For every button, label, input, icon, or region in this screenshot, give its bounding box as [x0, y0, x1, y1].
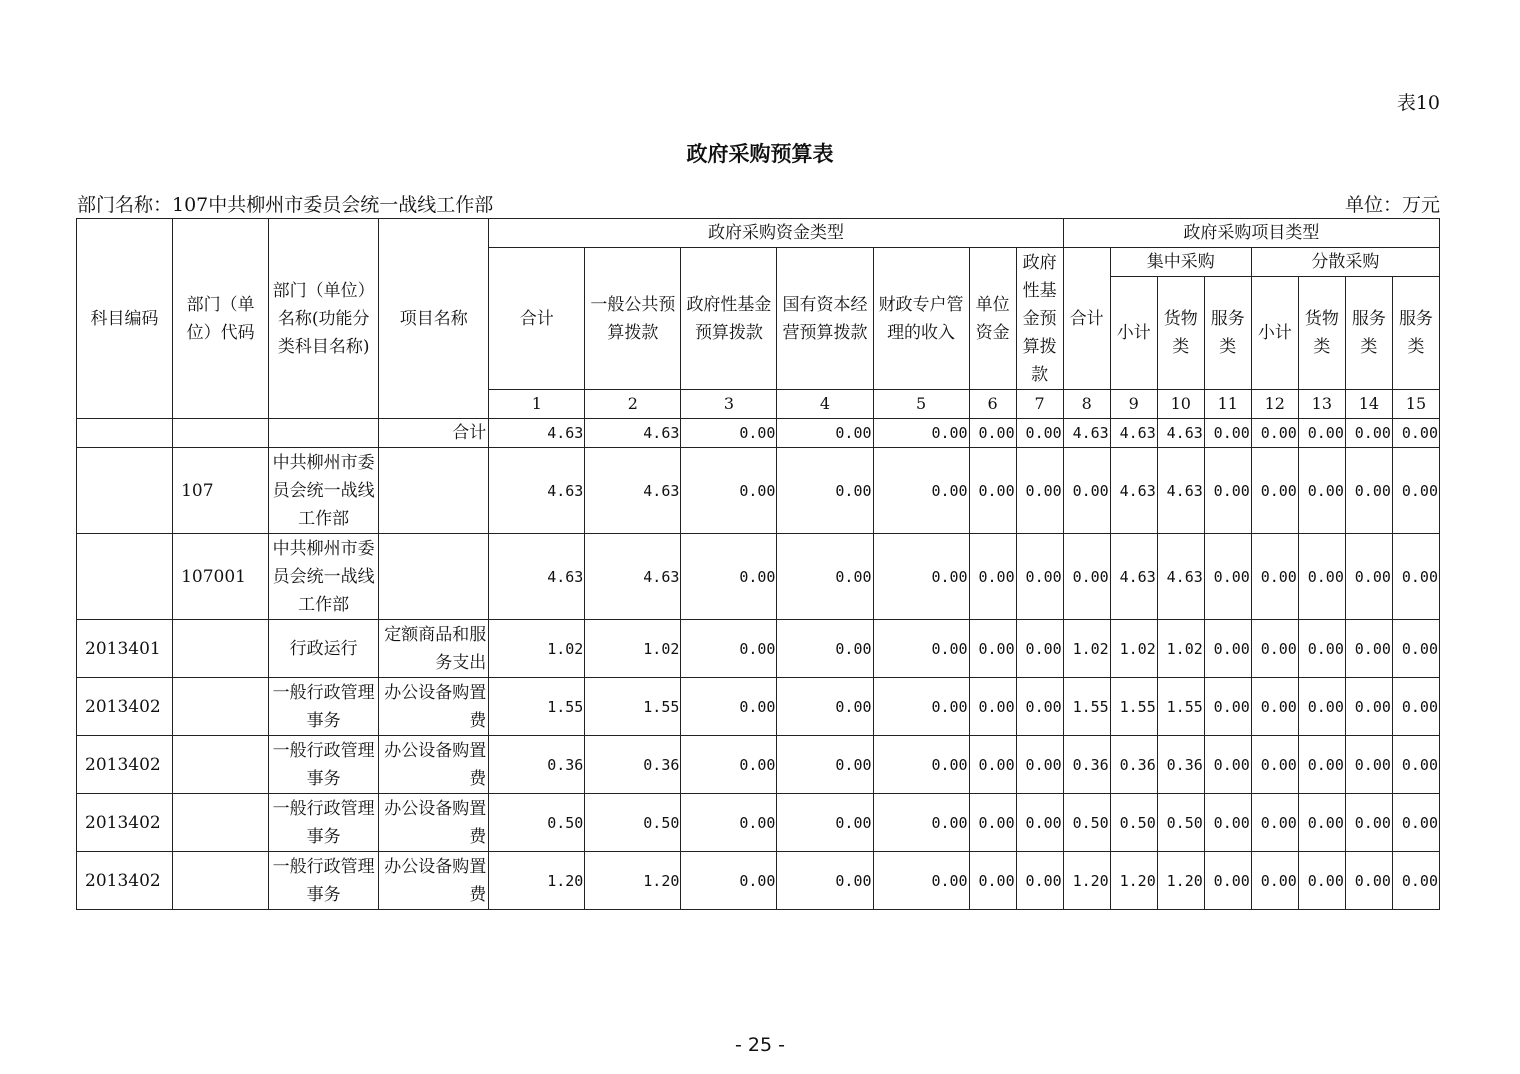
value-cell: 0.00 — [777, 736, 873, 794]
column-index: 15 — [1392, 390, 1439, 419]
column-index: 7 — [1016, 390, 1063, 419]
value-cell: 1.20 — [1157, 852, 1204, 910]
value-cell: 1.20 — [1063, 852, 1110, 910]
dept-name-cell: 中共柳州市委员会统一战线工作部 — [269, 534, 379, 620]
dept-code-cell — [173, 620, 269, 678]
subject-code-cell: 2013402 — [77, 794, 173, 852]
header-unit-fund: 单位资金 — [969, 248, 1016, 390]
value-cell: 0.00 — [681, 534, 777, 620]
value-cell: 0.00 — [681, 419, 777, 448]
header-fund-total: 合计 — [489, 248, 585, 390]
value-cell: 0.00 — [1016, 534, 1063, 620]
column-index: 11 — [1204, 390, 1251, 419]
value-cell: 0.00 — [777, 620, 873, 678]
dept-name-cell: 行政运行 — [269, 620, 379, 678]
value-cell: 0.00 — [969, 794, 1016, 852]
header-project-total: 合计 — [1063, 248, 1110, 390]
table-row — [77, 852, 1440, 910]
value-cell: 0.00 — [873, 534, 969, 620]
value-cell: 0.00 — [969, 419, 1016, 448]
subject-code-cell — [77, 534, 173, 620]
value-cell: 4.63 — [1157, 534, 1204, 620]
value-cell: 0.00 — [969, 620, 1016, 678]
table-row — [77, 678, 1440, 736]
value-cell: 1.02 — [1110, 620, 1157, 678]
value-cell: 0.00 — [1204, 534, 1251, 620]
value-cell: 0.00 — [681, 736, 777, 794]
header-dept-code: 部门（单位）代码 — [173, 219, 269, 419]
value-cell: 0.00 — [873, 794, 969, 852]
header-dispersed-services-2: 服务类 — [1392, 277, 1439, 390]
value-cell: 0.00 — [1251, 620, 1298, 678]
value-cell: 0.36 — [1063, 736, 1110, 794]
table-body — [77, 419, 1440, 910]
value-cell: 0.00 — [1392, 620, 1439, 678]
project-name-cell: 合计 — [379, 419, 489, 448]
page-title: 政府采购预算表 — [686, 141, 834, 166]
value-cell: 0.00 — [1204, 620, 1251, 678]
dept-code-cell — [173, 736, 269, 794]
value-cell: 0.00 — [873, 419, 969, 448]
value-cell: 0.00 — [1345, 678, 1392, 736]
value-cell: 0.00 — [777, 448, 873, 534]
header-subject-code: 科目编码 — [77, 219, 173, 419]
project-name-cell: 办公设备购置费 — [379, 852, 489, 910]
header-general-budget: 一般公共预算拨款 — [585, 248, 681, 390]
value-cell: 0.00 — [1063, 534, 1110, 620]
header-dispersed-subtotal: 小计 — [1251, 277, 1298, 390]
value-cell: 0.50 — [1063, 794, 1110, 852]
dept-code-cell — [173, 794, 269, 852]
table-row — [77, 534, 1440, 620]
column-index: 1 — [489, 390, 585, 419]
subject-code-cell: 2013402 — [77, 678, 173, 736]
value-cell: 0.00 — [777, 419, 873, 448]
value-cell: 0.00 — [1298, 852, 1345, 910]
value-cell: 0.00 — [1392, 419, 1439, 448]
dept-code-cell: 107001 — [173, 534, 269, 620]
header-state-capital: 国有资本经营预算拨款 — [777, 248, 873, 390]
project-name-cell — [379, 534, 489, 620]
value-cell: 0.00 — [873, 852, 969, 910]
value-cell: 0.00 — [681, 620, 777, 678]
value-cell: 1.02 — [1063, 620, 1110, 678]
value-cell: 1.55 — [1110, 678, 1157, 736]
value-cell: 0.00 — [873, 620, 969, 678]
value-cell: 0.50 — [1157, 794, 1204, 852]
value-cell: 0.00 — [1251, 448, 1298, 534]
subject-code-cell: 2013402 — [77, 852, 173, 910]
value-cell: 0.00 — [1392, 534, 1439, 620]
value-cell: 0.00 — [681, 852, 777, 910]
value-cell: 1.02 — [1157, 620, 1204, 678]
value-cell: 0.00 — [1298, 448, 1345, 534]
value-cell: 0.00 — [681, 678, 777, 736]
value-cell: 4.63 — [1157, 448, 1204, 534]
value-cell: 0.00 — [1016, 419, 1063, 448]
column-index: 5 — [873, 390, 969, 419]
value-cell: 0.00 — [1392, 678, 1439, 736]
column-index: 14 — [1345, 390, 1392, 419]
value-cell: 0.00 — [969, 678, 1016, 736]
dept-name-cell: 一般行政管理事务 — [269, 736, 379, 794]
header-centralized-goods: 货物类 — [1157, 277, 1204, 390]
value-cell: 0.00 — [1016, 678, 1063, 736]
value-cell: 1.02 — [585, 620, 681, 678]
value-cell: 0.00 — [1345, 419, 1392, 448]
column-index: 10 — [1157, 390, 1204, 419]
header-centralized-subtotal: 小计 — [1110, 277, 1157, 390]
value-cell: 0.36 — [1157, 736, 1204, 794]
project-name-cell: 定额商品和服务支出 — [379, 620, 489, 678]
subject-code-cell: 2013402 — [77, 736, 173, 794]
project-name-cell: 办公设备购置费 — [379, 794, 489, 852]
project-name-cell: 办公设备购置费 — [379, 736, 489, 794]
value-cell: 0.50 — [585, 794, 681, 852]
value-cell: 0.00 — [1392, 794, 1439, 852]
value-cell: 0.00 — [1016, 448, 1063, 534]
value-cell: 0.00 — [777, 534, 873, 620]
table-number: 表10 — [1396, 92, 1440, 114]
project-name-cell — [379, 448, 489, 534]
header-project-type-group: 政府采购项目类型 — [1063, 219, 1439, 248]
value-cell: 0.50 — [489, 794, 585, 852]
dept-code-cell — [173, 678, 269, 736]
value-cell: 1.20 — [1110, 852, 1157, 910]
table-row — [77, 794, 1440, 852]
value-cell: 0.00 — [1345, 852, 1392, 910]
value-cell: 0.00 — [969, 736, 1016, 794]
column-index: 6 — [969, 390, 1016, 419]
value-cell: 0.00 — [1251, 736, 1298, 794]
value-cell: 0.00 — [1204, 678, 1251, 736]
value-cell: 0.00 — [1251, 419, 1298, 448]
value-cell: 0.00 — [1016, 736, 1063, 794]
value-cell: 0.00 — [1298, 678, 1345, 736]
value-cell: 0.36 — [1110, 736, 1157, 794]
subject-code-cell: 2013401 — [77, 620, 173, 678]
value-cell: 0.36 — [489, 736, 585, 794]
value-cell: 1.55 — [1063, 678, 1110, 736]
dept-name-cell: 一般行政管理事务 — [269, 794, 379, 852]
value-cell: 0.00 — [777, 678, 873, 736]
value-cell: 4.63 — [1110, 534, 1157, 620]
value-cell: 0.00 — [1392, 448, 1439, 534]
value-cell: 1.20 — [489, 852, 585, 910]
value-cell: 0.00 — [1251, 852, 1298, 910]
value-cell: 0.00 — [1016, 794, 1063, 852]
value-cell: 0.00 — [1392, 736, 1439, 794]
value-cell: 0.00 — [1251, 678, 1298, 736]
value-cell: 0.00 — [1016, 620, 1063, 678]
value-cell: 0.00 — [1298, 419, 1345, 448]
subject-code-cell — [77, 419, 173, 448]
value-cell: 0.00 — [969, 852, 1016, 910]
project-name-cell: 办公设备购置费 — [379, 678, 489, 736]
value-cell: 4.63 — [489, 534, 585, 620]
header-fund-type-group: 政府采购资金类型 — [489, 219, 1063, 248]
value-cell: 0.00 — [681, 794, 777, 852]
value-cell: 0.00 — [1204, 419, 1251, 448]
table-row — [77, 448, 1440, 534]
value-cell: 0.00 — [873, 736, 969, 794]
column-index: 12 — [1251, 390, 1298, 419]
dept-code-cell — [173, 419, 269, 448]
value-cell: 1.20 — [585, 852, 681, 910]
header-gov-fund-budget: 政府性基金预算拨款 — [1016, 248, 1063, 390]
value-cell: 0.00 — [681, 448, 777, 534]
column-index: 3 — [681, 390, 777, 419]
value-cell: 1.55 — [489, 678, 585, 736]
value-cell: 0.00 — [969, 448, 1016, 534]
value-cell: 4.63 — [585, 534, 681, 620]
value-cell: 0.00 — [1345, 534, 1392, 620]
header-dispersed: 分散采购 — [1251, 248, 1439, 277]
value-cell: 0.00 — [1251, 794, 1298, 852]
value-cell: 4.63 — [1110, 419, 1157, 448]
value-cell: 4.63 — [585, 419, 681, 448]
value-cell: 0.00 — [777, 794, 873, 852]
header-special-account: 财政专户管理的收入 — [873, 248, 969, 390]
value-cell: 0.00 — [1345, 794, 1392, 852]
dept-code-cell: 107 — [173, 448, 269, 534]
value-cell: 4.63 — [489, 448, 585, 534]
value-cell: 0.36 — [585, 736, 681, 794]
dept-name-cell — [269, 419, 379, 448]
value-cell: 1.55 — [1157, 678, 1204, 736]
value-cell: 0.00 — [1298, 736, 1345, 794]
value-cell: 4.63 — [585, 448, 681, 534]
table-row — [77, 736, 1440, 794]
value-cell: 1.55 — [585, 678, 681, 736]
value-cell: 0.50 — [1110, 794, 1157, 852]
value-cell: 0.00 — [1063, 448, 1110, 534]
value-cell: 0.00 — [1204, 448, 1251, 534]
value-cell: 0.00 — [777, 852, 873, 910]
value-cell: 0.00 — [1251, 534, 1298, 620]
table-row — [77, 620, 1440, 678]
value-cell: 0.00 — [1204, 736, 1251, 794]
header-centralized: 集中采购 — [1110, 248, 1251, 277]
column-index: 4 — [777, 390, 873, 419]
value-cell: 4.63 — [1110, 448, 1157, 534]
dept-name-cell: 中共柳州市委员会统一战线工作部 — [269, 448, 379, 534]
value-cell: 0.00 — [1298, 620, 1345, 678]
table-row — [77, 419, 1440, 448]
value-cell: 0.00 — [969, 534, 1016, 620]
dept-name-cell: 一般行政管理事务 — [269, 852, 379, 910]
dept-name-cell: 一般行政管理事务 — [269, 678, 379, 736]
column-index: 9 — [1110, 390, 1157, 419]
dept-code-cell — [173, 852, 269, 910]
value-cell: 0.00 — [1016, 852, 1063, 910]
procurement-budget-table — [76, 218, 1440, 910]
page-number: - 25 - — [735, 1034, 785, 1056]
header-centralized-services: 服务类 — [1204, 277, 1251, 390]
department-name: 部门名称：107中共柳州市委员会统一战线工作部 — [77, 194, 494, 216]
column-index: 13 — [1298, 390, 1345, 419]
value-cell: 0.00 — [1345, 448, 1392, 534]
header-gov-fund: 政府性基金预算拨款 — [681, 248, 777, 390]
value-cell: 0.00 — [1298, 794, 1345, 852]
value-cell: 0.00 — [1298, 534, 1345, 620]
header-dept-name: 部门（单位）名称(功能分类科目名称) — [269, 219, 379, 419]
value-cell: 0.00 — [1204, 852, 1251, 910]
header-project-name: 项目名称 — [379, 219, 489, 419]
value-cell: 0.00 — [1204, 794, 1251, 852]
value-cell: 4.63 — [489, 419, 585, 448]
value-cell: 1.02 — [489, 620, 585, 678]
column-index: 8 — [1063, 390, 1110, 419]
value-cell: 0.00 — [1392, 852, 1439, 910]
value-cell: 4.63 — [1063, 419, 1110, 448]
value-cell: 0.00 — [873, 448, 969, 534]
value-cell: 0.00 — [1345, 736, 1392, 794]
header-dispersed-services: 服务类 — [1345, 277, 1392, 390]
value-cell: 0.00 — [873, 678, 969, 736]
header-dispersed-goods: 货物类 — [1298, 277, 1345, 390]
value-cell: 0.00 — [1345, 620, 1392, 678]
subject-code-cell — [77, 448, 173, 534]
column-index: 2 — [585, 390, 681, 419]
value-cell: 4.63 — [1157, 419, 1204, 448]
unit-label: 单位：万元 — [1344, 194, 1440, 216]
